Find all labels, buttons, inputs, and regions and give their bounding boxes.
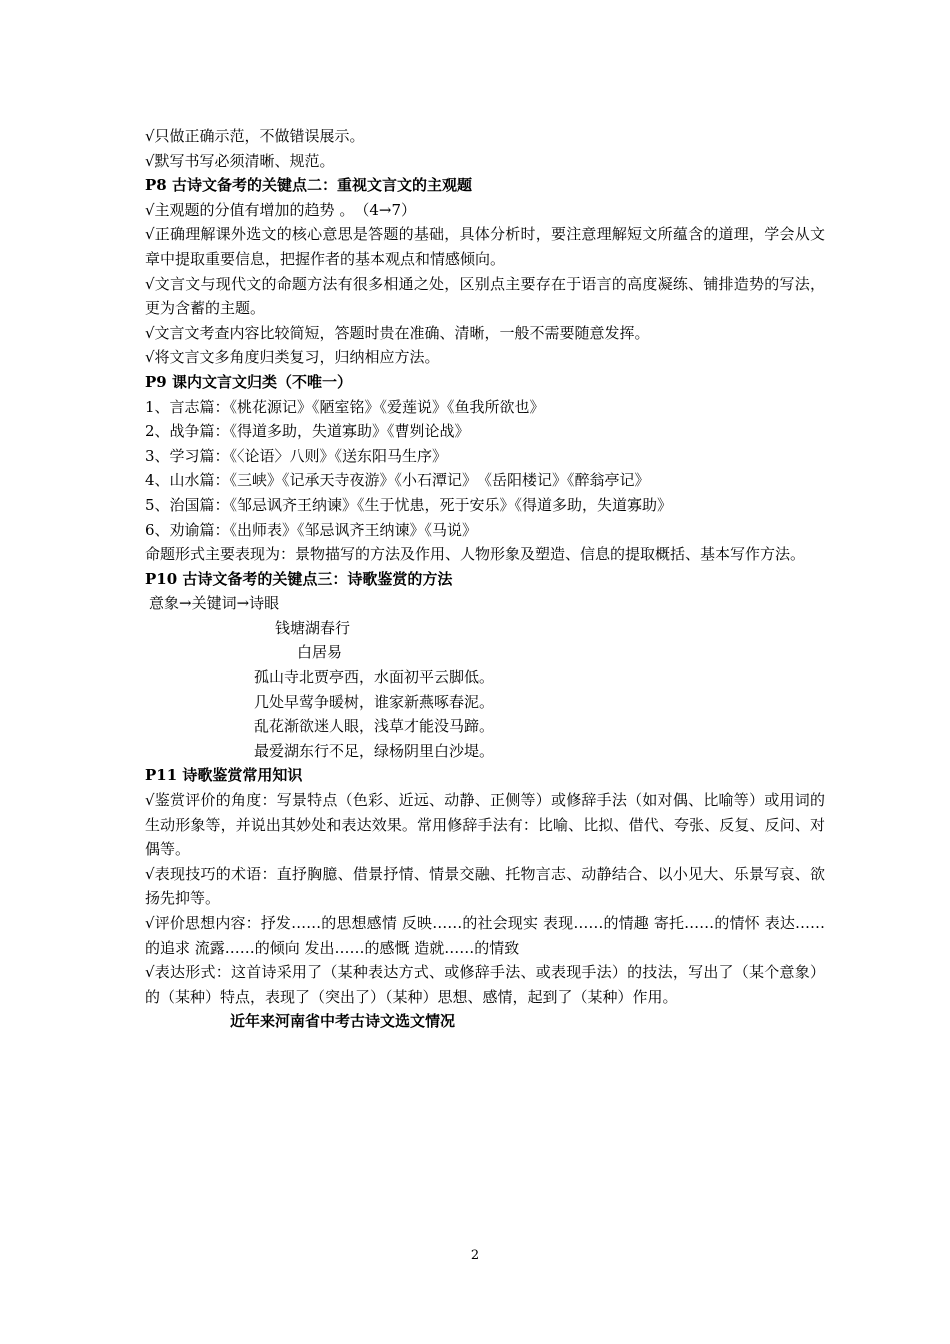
text-line: √主观题的分值有增加的趋势 。 （4→7） [145,200,416,219]
closing-heading: 近年来河南省中考古诗文选文情况 [230,1012,456,1031]
section-heading-p10: P10 古诗文备考的关键点三：诗歌鉴赏的方法 [145,569,453,588]
poem-line: 孤山寺北贾亭西，水面初平云脚低。 [254,668,495,687]
document-body [145,124,825,1034]
text-paragraph: √鉴赏评价的角度：写景特点（色彩、近远、动静、正侧等）或修辞手法（如对偶、比喻等）或用词的生动形象等，并说出其妙处和表达效果。常用修辞手法有：比喻、比拟、借代、夸张、反复、反问、对偶等。 [145,791,825,859]
section-heading-p8: P8 古诗文备考的关键点二：重视文言文的主观题 [145,176,472,195]
text-paragraph: √评价思想内容：抒发……的思想感情 反映……的社会现实 表现……的情趣 寄托……的情怀 表达……的追求 流露……的倾向 发出……的感慨 造就……的情致 [145,914,825,957]
text-paragraph: √正确理解课外选文的核心意思是答题的基础，具体分析时，要注意理解短文所蕴含的道理，学会从文章中提取重要信息，把握作者的基本观点和情感倾向。 [145,225,825,268]
poem-line: 乱花渐欲迷人眼，浅草才能没马蹄。 [254,717,495,736]
page-number: 2 [470,1248,480,1263]
list-item: 1、言志篇：《桃花源记》《陋室铭》《爱莲说》《鱼我所欲也》 [145,397,545,416]
list-item: 5、治国篇：《邹忌讽齐王纳谏》《生于忧患，死于安乐》《得道多助，失道寡助》 [145,495,673,514]
section-heading-p9: P9 课内文言文归类（不唯一） [145,372,352,391]
poem-line: 最爱湖东行不足，绿杨阴里白沙堤。 [254,741,495,760]
list-item: 2、战争篇：《得道多助，失道寡助》《曹刿论战》 [145,422,470,441]
text-line: √只做正确示范，不做错误展示。 [145,127,365,145]
list-item: 6、劝谕篇：《出师表》《邹忌讽齐王纳谏》《马说》 [145,520,478,539]
text-line: 意象→关键词→诗眼 [149,594,280,613]
poem-author: 白居易 [297,643,343,662]
section-heading-p11: P11 诗歌鉴赏常用知识 [145,766,303,785]
text-line: √文言文考查内容比较简短，答题时贵在准确、清晰，一般不需要随意发挥。 [145,323,650,342]
list-item: 3、学习篇：《〈论语〉八则》《送东阳马生序》 [145,446,448,465]
text-paragraph: 命题形式主要表现为：景物描写的方法及作用、人物形象及塑造、信息的提取概括、基本写作方法。 [145,545,806,564]
text-paragraph: √文言文与现代文的命题方法有很多相通之处，区别点主要存在于语言的高度凝练、铺排造势的写法，更为含蓄的主题。 [145,274,825,318]
text-line: √将文言文多角度归类复习，归纳相应方法。 [145,348,440,367]
text-line: √默写书写必须清晰、规范。 [145,151,335,170]
text-paragraph: √表现技巧的术语：直抒胸臆、借景抒情、情景交融、托物言志、动静结合、以小见大、乐景写哀、欲扬先抑等。 [145,864,825,908]
list-item: 4、山水篇：《三峡》《记承天寺夜游》《小石潭记》 《岳阳楼记》《醉翁亭记》 [145,471,650,490]
poem-title: 钱塘湖春行 [275,618,351,637]
poem-line: 几处早莺争暖树，谁家新燕啄春泥。 [254,692,495,711]
text-paragraph: √表达形式：这首诗采用了（某种表达方式、或修辞手法、或表现手法）的技法，写出了（某个意象）的（某种）特点，表现了（突出了）（某种）思想、感情，起到了（某种）作用。 [145,963,825,1006]
